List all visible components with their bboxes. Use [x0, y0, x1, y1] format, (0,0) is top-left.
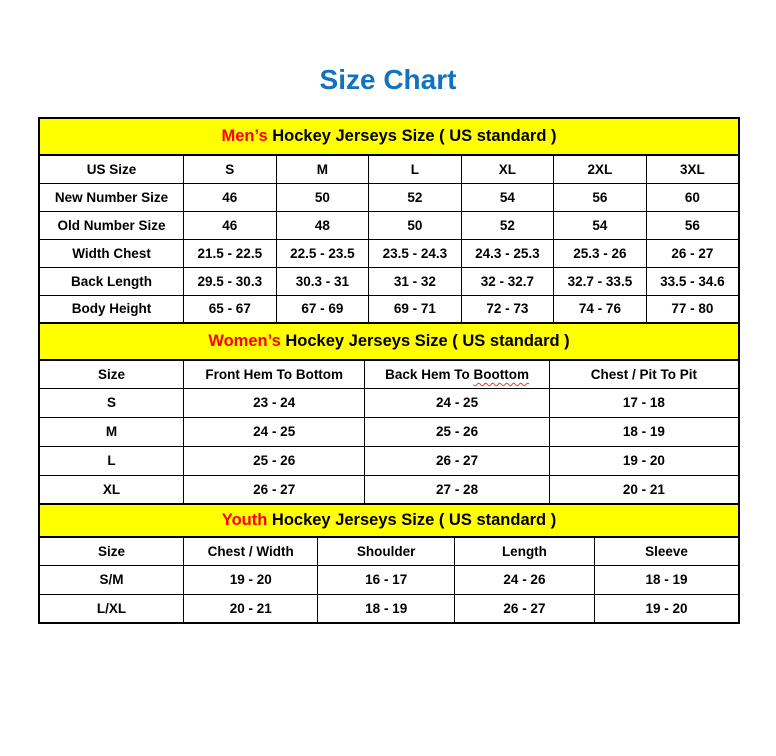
size-value-cell: 31 - 32 — [369, 267, 462, 295]
size-value-cell: 30.3 - 31 — [276, 267, 369, 295]
column-header: M — [276, 155, 369, 183]
size-value-cell: 50 — [369, 211, 462, 239]
row-label: New Number Size — [39, 183, 184, 211]
youth-banner-text: Hockey Jerseys Size ( US standard ) — [271, 511, 557, 529]
size-chart-tables — [38, 117, 740, 624]
size-value-cell: 24 - 25 — [365, 388, 549, 417]
table-row — [39, 295, 739, 323]
size-value-cell: 24.3 - 25.3 — [461, 239, 554, 267]
column-header: Front Hem To Bottom — [184, 360, 365, 388]
size-value-cell: 19 - 20 — [549, 446, 739, 475]
mens-size-table — [38, 117, 740, 324]
size-value-cell: 60 — [646, 183, 739, 211]
womens-banner-row — [39, 323, 739, 360]
mens-banner — [39, 118, 739, 155]
row-label: M — [39, 417, 184, 446]
table-row — [39, 475, 739, 504]
size-value-cell: 29.5 - 30.3 — [184, 267, 277, 295]
size-value-cell: 52 — [461, 211, 554, 239]
table-row — [39, 388, 739, 417]
mens-header-row — [39, 155, 739, 183]
size-value-cell: 25 - 26 — [365, 417, 549, 446]
size-value-cell: 46 — [184, 183, 277, 211]
womens-size-table — [38, 322, 740, 505]
mens-banner-row — [39, 118, 739, 155]
size-value-cell: 56 — [554, 183, 647, 211]
youth-size-table — [38, 503, 740, 624]
size-value-cell: 26 - 27 — [646, 239, 739, 267]
size-value-cell: 27 - 28 — [365, 475, 549, 504]
column-header: Shoulder — [318, 537, 455, 565]
column-header: Length — [454, 537, 594, 565]
size-value-cell: 32.7 - 33.5 — [554, 267, 647, 295]
size-value-cell: 26 - 27 — [454, 594, 594, 623]
womens-header-row — [39, 360, 739, 388]
size-value-cell: 32 - 32.7 — [461, 267, 554, 295]
size-value-cell: 69 - 71 — [369, 295, 462, 323]
size-value-cell: 24 - 26 — [454, 565, 594, 594]
row-label: Old Number Size — [39, 211, 184, 239]
column-header: Size — [39, 360, 184, 388]
size-value-cell: 20 - 21 — [184, 594, 318, 623]
column-header: L — [369, 155, 462, 183]
column-header: 3XL — [646, 155, 739, 183]
table-row — [39, 239, 739, 267]
table-row — [39, 446, 739, 475]
youth-banner — [39, 504, 739, 537]
size-value-cell: 77 - 80 — [646, 295, 739, 323]
size-value-cell: 18 - 19 — [594, 565, 739, 594]
size-value-cell: 20 - 21 — [549, 475, 739, 504]
size-value-cell: 33.5 - 34.6 — [646, 267, 739, 295]
table-row — [39, 594, 739, 623]
size-value-cell: 54 — [554, 211, 647, 239]
mens-banner-text: Hockey Jerseys Size ( US standard ) — [272, 127, 557, 145]
row-label: Width Chest — [39, 239, 184, 267]
size-value-cell: 16 - 17 — [318, 565, 455, 594]
table-row — [39, 267, 739, 295]
size-value-cell: 72 - 73 — [461, 295, 554, 323]
size-value-cell: 17 - 18 — [549, 388, 739, 417]
youth-header-row — [39, 537, 739, 565]
size-value-cell: 54 — [461, 183, 554, 211]
size-value-cell: 50 — [276, 183, 369, 211]
size-value-cell: 23.5 - 24.3 — [369, 239, 462, 267]
table-row — [39, 183, 739, 211]
size-value-cell: 21.5 - 22.5 — [184, 239, 277, 267]
size-value-cell: 23 - 24 — [184, 388, 365, 417]
size-value-cell: 18 - 19 — [549, 417, 739, 446]
row-label: L/XL — [39, 594, 184, 623]
misspelled-word: Boottom — [473, 366, 529, 382]
size-value-cell: 25 - 26 — [184, 446, 365, 475]
size-value-cell: 24 - 25 — [184, 417, 365, 446]
size-value-cell: 65 - 67 — [184, 295, 277, 323]
size-value-cell: 56 — [646, 211, 739, 239]
column-header: Sleeve — [594, 537, 739, 565]
column-header: Chest / Width — [184, 537, 318, 565]
column-header: XL — [461, 155, 554, 183]
row-label: L — [39, 446, 184, 475]
mens-banner-highlight: Men’s — [221, 127, 268, 145]
womens-banner-text: Hockey Jerseys Size ( US standard ) — [285, 332, 570, 350]
size-value-cell: 26 - 27 — [184, 475, 365, 504]
column-header: 2XL — [554, 155, 647, 183]
womens-banner-highlight: Women’s — [208, 332, 281, 350]
size-value-cell: 19 - 20 — [594, 594, 739, 623]
youth-banner-highlight: Youth — [221, 511, 268, 529]
table-row — [39, 565, 739, 594]
column-header: Back Hem To Boottom — [365, 360, 549, 388]
size-value-cell: 18 - 19 — [318, 594, 455, 623]
size-value-cell: 22.5 - 23.5 — [276, 239, 369, 267]
size-value-cell: 25.3 - 26 — [554, 239, 647, 267]
size-value-cell: 74 - 76 — [554, 295, 647, 323]
column-header: S — [184, 155, 277, 183]
column-header: US Size — [39, 155, 184, 183]
youth-banner-row — [39, 504, 739, 537]
row-label: Back Length — [39, 267, 184, 295]
page-title: Size Chart — [319, 64, 457, 95]
size-value-cell: 26 - 27 — [365, 446, 549, 475]
size-value-cell: 67 - 69 — [276, 295, 369, 323]
row-label: S/M — [39, 565, 184, 594]
row-label: S — [39, 388, 184, 417]
size-value-cell: 46 — [184, 211, 277, 239]
size-value-cell: 48 — [276, 211, 369, 239]
column-header: Size — [39, 537, 184, 565]
table-row — [39, 211, 739, 239]
row-label: XL — [39, 475, 184, 504]
column-header: Chest / Pit To Pit — [549, 360, 739, 388]
row-label: Body Height — [39, 295, 184, 323]
size-value-cell: 52 — [369, 183, 462, 211]
size-value-cell: 19 - 20 — [184, 565, 318, 594]
womens-banner — [39, 323, 739, 360]
table-row — [39, 417, 739, 446]
